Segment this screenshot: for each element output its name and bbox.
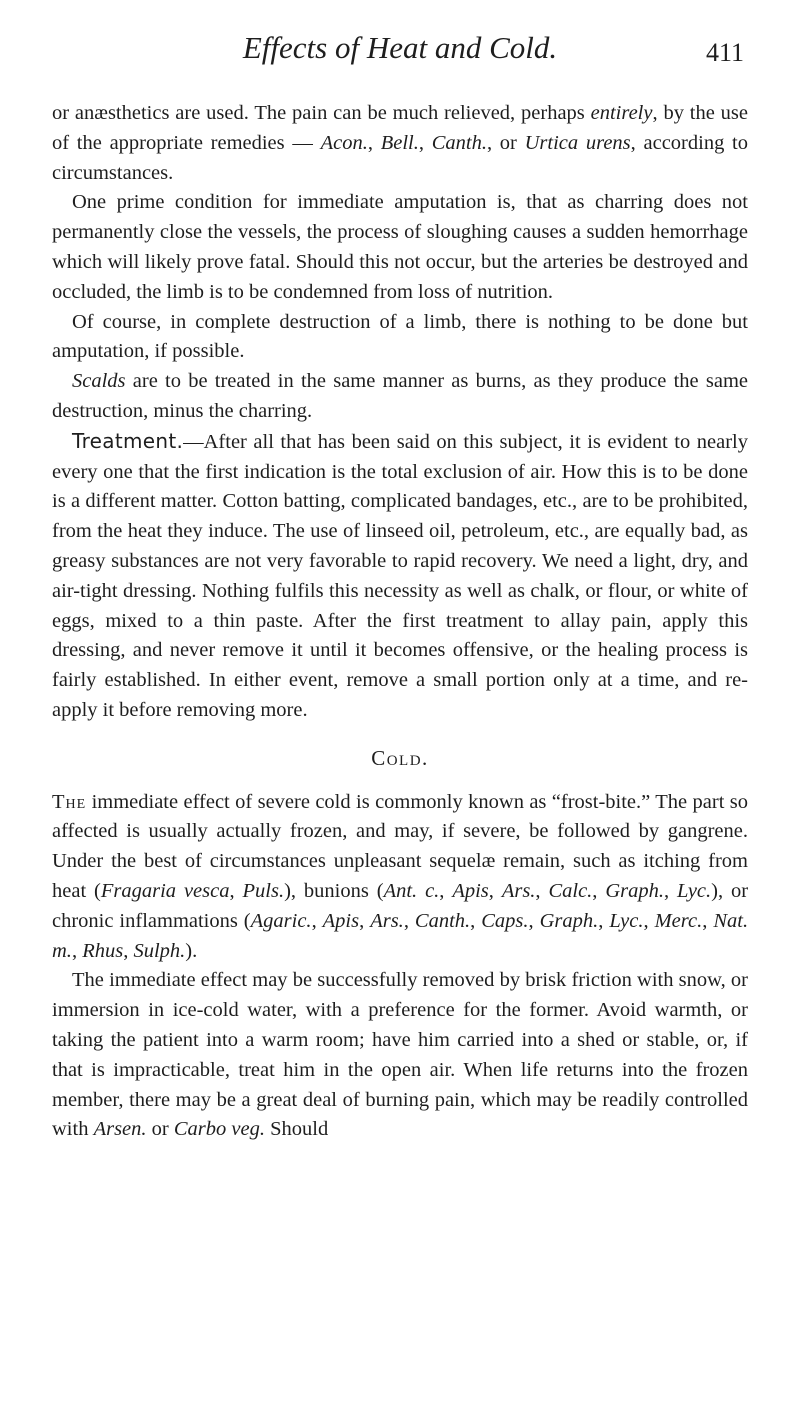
section-heading-cold: Cold. [371,745,429,770]
paragraph-friction-treatment: The immediate effect may be successfully removed by brisk friction with snow, or immersion in ice-cold water, with a preference for the former. Avoid warmth, or taking the patient into a warm room; have him carried into a shed or stable, or, if that is impracticable, treat him in the open air. When life returns into the frozen member, there may be a great deal of burning pain, which may be readily controlled with Arsen. or Carbo veg. Should [52,969,748,1141]
running-title: Effects of Heat and Cold. [242,30,558,65]
running-head [0,30,800,70]
page-number: 411 [705,38,744,67]
paragraph-frost-bite: The immediate effect of severe cold is commonly known as “frost-bite.” The part so affected is usually actually frozen, and may, if severe, be followed by gangrene. Under the best of circumstances unpleasant sequelæ remain, such as itching from heat (Fragaria vesca, Puls.), bunions (Ant. c., Apis, Ars., Calc., Graph., Lyc.), or chronic inflammations (Agaric., Apis, Ars., Canth., Caps., Graph., Lyc., Merc., Nat. m., Rhus, Sulph.). [52,790,749,962]
paragraph-anaesthetics: or anæsthetics are used. The pain can be much relieved, perhaps entirely, by the use of the appropriate remedies — Acon., Bell., Canth., or Urtica urens, according to circumstances. [52,102,749,184]
body-text [52,99,748,1145]
paragraph-treatment: Treatment.—After all that has been said on this subject, it is evident to nearly every one that the first indication is the total exclusion of air. How this is to be done is a different matter. Cotton batting, complicated bandages, etc., are to be prohibited, from the heat they induce. The use of linseed oil, petroleum, etc., are equally bad, as greasy substances are not very favorable to rapid recovery. We need a light, dry, and air-tight dressing. Nothing fulfils this necessity as well as chalk, or flour, or white of eggs, mixed to a thin paste. After the first treatment to allay pain, apply this dressing, and never remove it until it becomes offensive, or the healing process is fairly established. In either event, remove a small portion only at a time, and re-apply it before removing more. [52,428,748,721]
paragraph-scalds: Scalds are to be treated in the same manner as burns, as they produce the same destruction, minus the charring. [52,370,748,422]
treatment-lead-in: Treatment. [72,428,184,453]
paragraph-complete-destruction: Of course, in complete destruction of a limb, there is nothing to be done but amputation, if possible. [52,310,748,363]
paragraph-amputation-condition: One prime condition for immediate amputation is, that as charring does not permanently close the vessels, the process of sloughing causes a sudden hemorrhage which will likely prove fatal. Should this not occur, but the arteries be destroyed and occluded, the limb is to be condemned from loss of nutrition. [52,191,748,303]
